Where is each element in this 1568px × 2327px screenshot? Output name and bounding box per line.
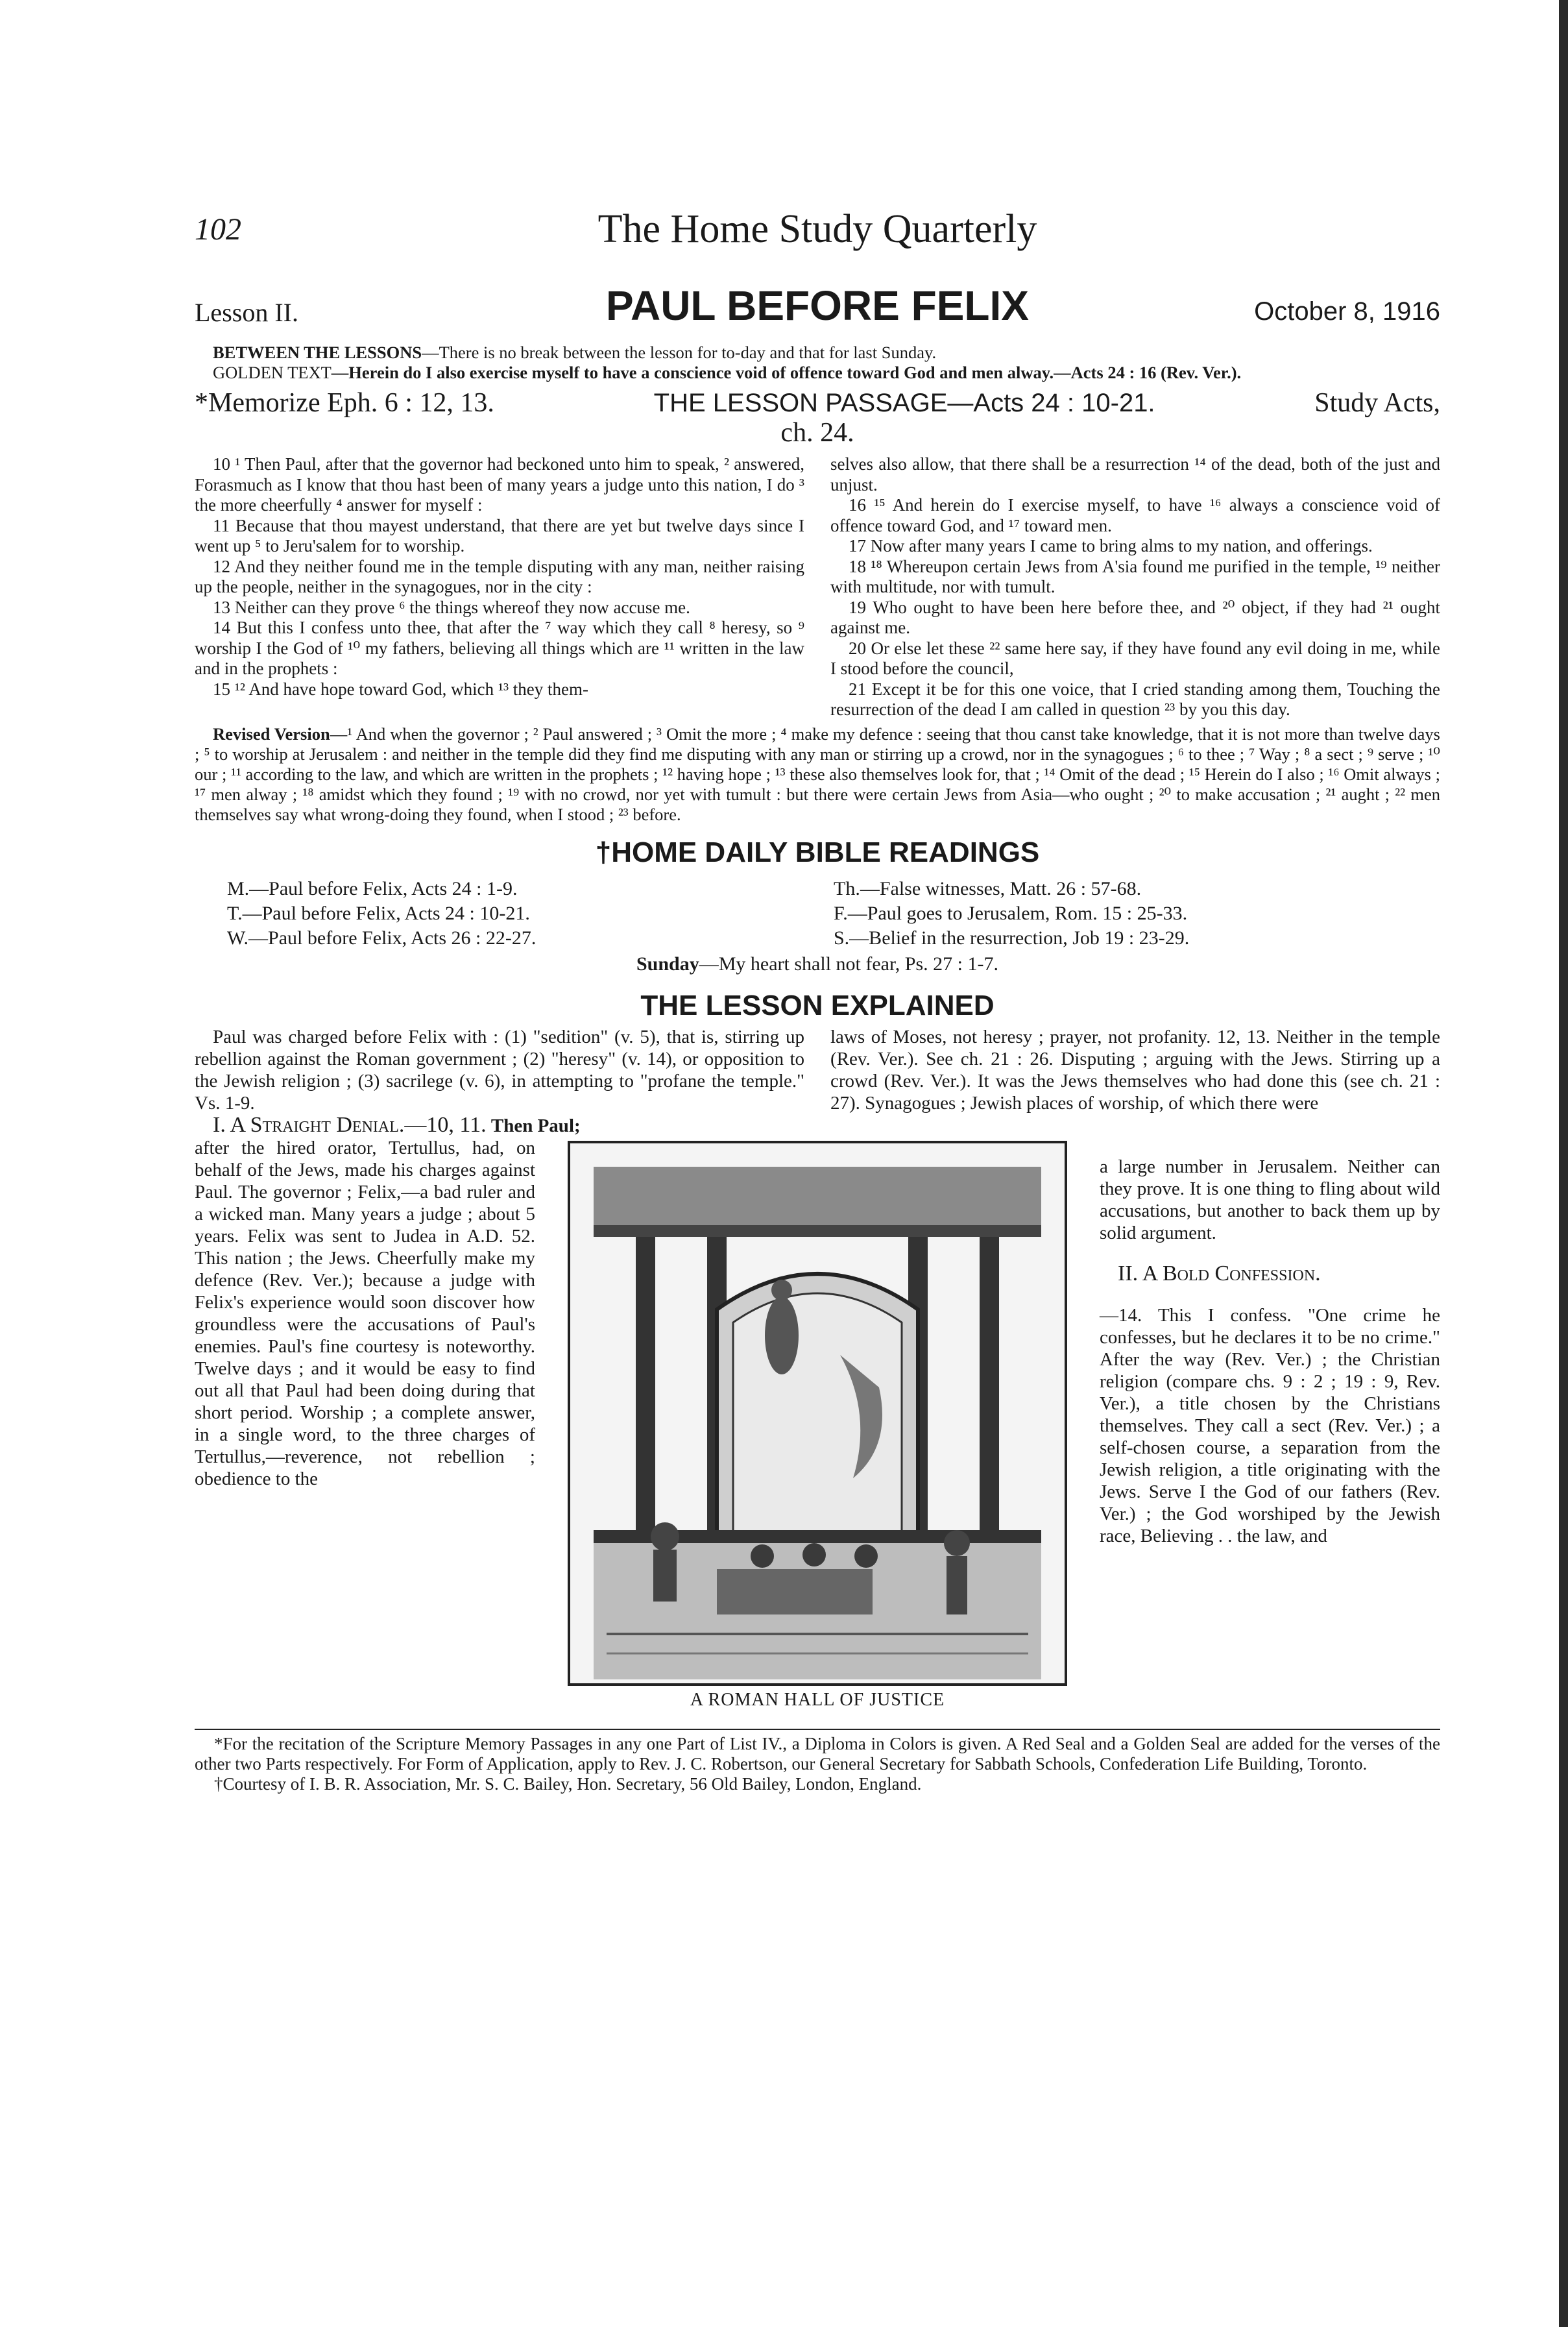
section-2-title: II. A Bold Confession. (1118, 1261, 1321, 1285)
verse: 15 ¹² And have hope toward God, which ¹³ they them- (213, 679, 589, 699)
section-2-body: —14. This I confess. "One crime he confesses, but he declares it to be no crime." After the way (Rev. Ver.) ; the Christian religion (compare chs. 9 : 2 ; 19 : 9, Rev. Ver.), a title chosen by the Christians themselves. They call a sect (Rev. Ver.) ; a self-chosen course, a separation from the Jewish religion, a title originating with the Jews. Serve I the God of our fathers (Rev. Ver.) ; the God worshiped by the Jewish race, Believing . . the law, and (1100, 1304, 1440, 1546)
section-1-heading (195, 1114, 804, 1137)
sunday-text: —My heart shall not fear, Ps. 27 : 1-7. (699, 953, 998, 975)
verse: 12 And they neither found me in the temple disputing with any man, neither raising up the people, neither in the synagogues, nor in the city : (195, 556, 804, 596)
running-head (195, 195, 1440, 253)
revised-version-notes (195, 724, 1440, 825)
golden-text-body: —Herein do I also exercise myself to have a conscience void of offence toward God and men alway.—Acts 24 : 16 (Rev. Ver.). (331, 363, 1242, 382)
verse: 13 Neither can they prove ⁶ the things whereof they now accuse me. (213, 597, 690, 617)
lesson-header (195, 278, 1440, 343)
reading-item: S.—Belief in the resurrection, Job 19 : 23-29. (834, 927, 1190, 949)
study-chapter: ch. 24. (780, 418, 854, 448)
explained-right-narrow: a large number in Jerusalem. Neither can they prove. It is one thing to fling about wild accusations, but another to back them up by solid argument. (1100, 1156, 1440, 1243)
daily-readings-list (227, 877, 1440, 951)
between-text: —There is no break between the lesson for to-day and that for last Sunday. (422, 343, 937, 362)
sunday-reading (195, 953, 1440, 975)
reading-item: F.—Paul goes to Jerusalem, Rom. 15 : 25-33. (834, 902, 1188, 924)
lesson-date: October 8, 1916 (1254, 297, 1440, 326)
revised-version-label: Revised Version (213, 724, 330, 744)
lesson-explained (195, 1026, 1440, 1137)
sunday-label: Sunday (636, 953, 699, 975)
explained-right-top (830, 1026, 1440, 1137)
lesson-title: PAUL BEFORE FELIX (606, 282, 1029, 329)
lesson-passage (195, 454, 1440, 720)
verse: 10 ¹ Then Paul, after that the governor had beckoned unto him to speak, ² answered, Forasmuch as I know that thou hast been of many years a judge unto this nation, I do ³ the more cheerfully ⁴ answer for myself : (195, 454, 804, 515)
golden-text-label: GOLDEN TEXT (213, 363, 332, 382)
explained-left-top (195, 1026, 804, 1137)
footnote: †Courtesy of I. B. R. Association, Mr. S. C. Bailey, Hon. Secretary, 56 Old Bailey, London, England. (214, 1773, 922, 1794)
verse: 21 Except it be for this one voice, that I cried standing among them, Touching the resurrection of the dead I am called in question ²³ by you this day. (830, 679, 1440, 719)
figure-caption: A ROMAN HALL OF JUSTICE (690, 1689, 945, 1710)
section-1-body: after the hired orator, Tertullus, had, on behalf of the Jews, made his charges against Paul. The governor ; Felix,—a bad ruler and a wicked man. Many years a judge ; about 5 years. Felix was sent to Judea in A.D. 52. This nation ; the Jews. Cheerfully make my defence (Rev. Ver.); because a judge with Felix's experience would soon discover how groundless were the accusations of Paul's enemies. Paul's fine courtesy is noteworthy. Twelve days ; and it would be easy to find out all that Paul had been doing during that short period. Worship ; a complete answer, in a single word, to the three charges of Tertullus,—reverence, not rebellion ; obedience to the (195, 1137, 535, 1489)
section-1-lead: Then Paul; (490, 1115, 581, 1136)
lesson-number: Lesson II. (195, 298, 298, 327)
reading-item: Th.—False witnesses, Matt. 26 : 57-68. (834, 877, 1142, 899)
study-note: Study Acts, (1314, 388, 1440, 418)
explained-intro: Paul was charged before Felix with : (1) "sedition" (v. 5), that is, stirring up rebellion against the Roman government ; (2) "heresy" (v. 14), or opposition to the Jewish religion ; (3) sacrilege (v. 6), in attempting to "profane the temple." Vs. 1-9. (195, 1026, 804, 1114)
section-1-title: I. A Straight Denial.—10, 11. (213, 1112, 487, 1137)
journal-title: The Home Study Quarterly (597, 207, 1037, 251)
revised-version-text: —¹ And when the governor ; ² Paul answered ; ³ Omit the more ; ⁴ make my defence : seeing that thou canst take knowledge, that it is not more than twelve days ; ⁵ to worship at Jerusalem : and neither in the temple did they find me disputing with any man or stirring up a crowd, nor in the synagogues ; ⁶ to thee ; ⁷ Way ; ⁸ a sect ; ⁹ serve ; ¹⁰ our ; ¹¹ according to the law, and which are written in the prophets ; ¹² having hope ; ¹³ these also themselves look for, that ; ¹⁴ Omit of the dead ; ¹⁵ Herein do I also ; ¹⁶ Omit always ; ¹⁷ men alway ; ¹⁸ amidst which they found ; ¹⁹ with no crowd, nor yet with tumult : but there were certain Jews from Asia—who ought ; ²⁰ to make accusation ; ²¹ aught ; ²² men themselves say what wrong-doing they found, when I stood ; ²³ before. (195, 724, 1440, 824)
footnote-rule (195, 1729, 1440, 1730)
verse: selves also allow, that there shall be a resurrection ¹⁴ of the dead, both of the just and unjust. (830, 454, 1440, 494)
scan-edge-bar (1559, 0, 1568, 2327)
passage-left-column (195, 454, 804, 720)
footnotes (195, 1734, 1440, 1794)
memorize-note: *Memorize Eph. 6 : 12, 13. (195, 388, 494, 418)
verse: 19 Who ought to have been here before thee, and ²⁰ object, if they had ²¹ ought against me. (830, 597, 1440, 637)
verse: 18 ¹⁸ Whereupon certain Jews from A'sia found me purified in the temple, ¹⁹ neither with multitude, nor with tumult. (830, 556, 1440, 596)
verse: 11 Because that thou mayest understand, that there are yet but twelve days since I went up ⁵ to Jeru'salem for to worship. (195, 515, 804, 555)
verse: 16 ¹⁵ And herein do I exercise myself, to have ¹⁶ always a conscience void of offence toward God, and ¹⁷ toward men. (830, 495, 1440, 535)
roman-hall-illustration (568, 1141, 1067, 1718)
verse: 17 Now after many years I came to bring alms to my nation, and offerings. (849, 536, 1373, 555)
daily-readings-title: †HOME DAILY BIBLE READINGS (595, 836, 1040, 868)
passage-header (195, 388, 1440, 448)
passage-title: THE LESSON PASSAGE—Acts 24 : 10-21. (653, 389, 1155, 417)
between-the-lessons (195, 343, 1440, 363)
footnote: *For the recitation of the Scripture Memory Passages in any one Part of List IV., a Diploma in Colors is given. A Red Seal and a Golden Seal are added for the verses of the other two Parts respectively. For Form of Application, apply to Rev. J. C. Robertson, our General Secretary for Sabbath Schools, Confederation Life Building, Toronto. (195, 1733, 1440, 1773)
reading-item: W.—Paul before Felix, Acts 26 : 22-27. (227, 927, 537, 949)
section-2-heading (1100, 1263, 1440, 1285)
verse: 20 Or else let these ²² same here say, if they have found any evil doing in me, while I stood before the council, (830, 638, 1440, 678)
explained-right-text: laws of Moses, not heresy ; prayer, not profanity. 12, 13. Neither in the temple (Rev. Ver.). See ch. 21 : 26. Disputing ; arguing with the Jews. Stirring up a crowd (Rev. Ver.). It was the Jews themselves who had done this (see ch. 21 : 27). Synagogues ; Jewish places of worship, of which there were (830, 1026, 1440, 1114)
explained-right-column (1100, 1137, 1440, 1718)
reading-item: T.—Paul before Felix, Acts 24 : 10-21. (227, 902, 530, 924)
golden-text (195, 363, 1440, 383)
reading-item: M.—Paul before Felix, Acts 24 : 1-9. (227, 877, 518, 899)
passage-right-column (830, 454, 1440, 720)
lesson-explained-title: THE LESSON EXPLAINED (640, 989, 995, 1021)
page-number: 102 (195, 212, 241, 247)
page (195, 195, 1440, 1794)
hall-engraving (568, 1141, 1067, 1686)
verse: 14 But this I confess unto thee, that after the ⁷ way which they call ⁸ heresy, so ⁹ worship I the God of ¹⁰ my fathers, believing all things which are ¹¹ written in the law and in the prophets : (195, 618, 804, 678)
explained-figure-row (195, 1137, 1440, 1718)
between-label: BETWEEN THE LESSONS (213, 343, 422, 362)
